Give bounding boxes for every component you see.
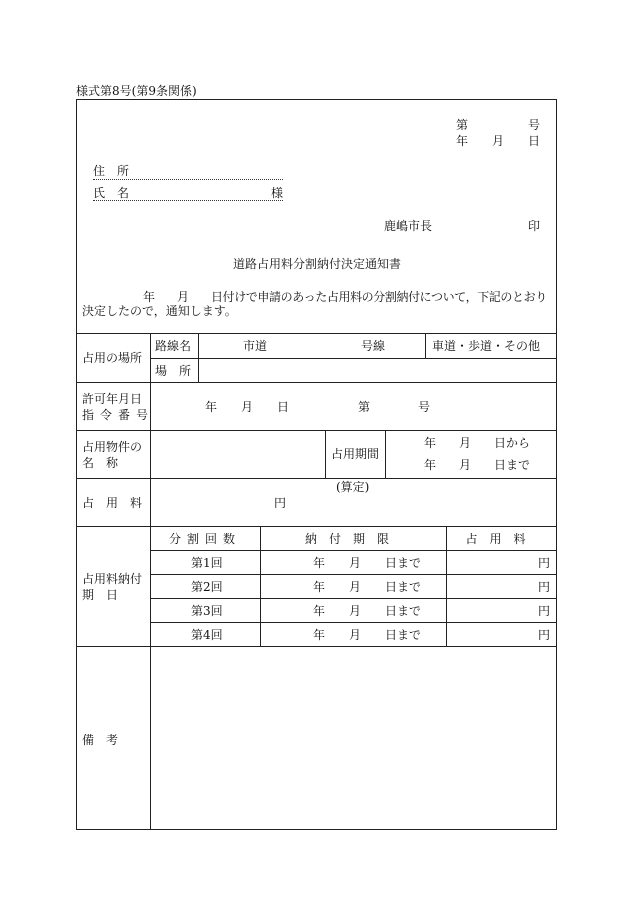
inst-row-yen: 円	[538, 604, 551, 618]
name-dotted-line	[93, 200, 283, 201]
period-to-day: 日まで	[494, 458, 531, 472]
honorific-sama: 様	[271, 186, 284, 200]
rule-place-subcol	[198, 333, 199, 382]
date-month: 月	[492, 134, 505, 148]
rule-remarks-top	[76, 646, 557, 647]
rule-fee-top	[76, 478, 557, 479]
body-line2: 決定したので，通知します。	[82, 304, 237, 318]
period-from-month: 月	[459, 436, 472, 450]
permit-month: 月	[241, 400, 254, 414]
period-from-year: 年	[424, 436, 437, 450]
period-to-month: 月	[459, 458, 472, 472]
object-label-line2: 名 称	[82, 456, 119, 470]
road-kind-text: 車道・歩道・その他	[432, 339, 541, 353]
rule-object-top	[76, 430, 557, 431]
inst-row-month: 月	[349, 604, 362, 618]
place-label: 占用の場所	[82, 351, 143, 365]
rule-permit-top	[76, 382, 557, 383]
rule-installments-top	[76, 526, 557, 527]
permit-day: 日	[277, 400, 290, 414]
period-label: 占用期間	[331, 447, 380, 461]
inst-row-day: 日まで	[385, 556, 422, 570]
location-label: 場 所	[155, 364, 192, 378]
inst-row-year: 年	[313, 628, 326, 642]
inst-row-no: 第4回	[191, 628, 223, 642]
inst-row-year: 年	[313, 556, 326, 570]
inst-row-no: 第3回	[191, 604, 223, 618]
rule-place-mid	[150, 358, 557, 359]
rule-road-kind	[425, 333, 426, 358]
rule-inst-row2	[150, 598, 557, 599]
period-from-day: 日から	[494, 436, 531, 450]
inst-header-fee: 占用料	[465, 532, 538, 546]
inst-row-year: 年	[313, 580, 326, 594]
form-label: 様式第8号(第9条関係)	[76, 84, 197, 98]
inst-row-no: 第1回	[191, 556, 223, 570]
date-day: 日	[528, 134, 541, 148]
inst-row-day: 日まで	[385, 628, 422, 642]
fee-estimate-note: (算定)	[336, 480, 370, 494]
period-to-year: 年	[424, 458, 437, 472]
rule-inst-header	[150, 550, 557, 551]
body-line1: 日付けで申請のあった占用料の分割納付について，下記のとおり	[211, 290, 547, 304]
inst-row-no: 第2回	[191, 580, 223, 594]
object-label-line1: 占用物件の	[82, 440, 143, 454]
permit-label-line1: 許可年月日	[82, 392, 143, 406]
date-year: 年	[456, 134, 469, 148]
rule-object-period	[325, 430, 326, 478]
installments-label-line2: 期 日	[82, 588, 119, 602]
permit-go: 号	[418, 400, 431, 414]
inst-row-day: 日まで	[385, 580, 422, 594]
rule-inst-row3	[150, 622, 557, 623]
inst-row-day: 日まで	[385, 604, 422, 618]
document-title: 道路占用料分割納付決定通知書	[233, 257, 402, 271]
rule-inst-row1	[150, 574, 557, 575]
route-name-label: 路線名	[155, 339, 192, 353]
name-label: 氏 名	[93, 186, 130, 200]
permit-label-line2: 指令番号	[82, 408, 155, 422]
route-no-text: 号線	[361, 339, 386, 353]
number-go: 号	[528, 118, 541, 132]
inst-header-count: 分割回数	[168, 532, 241, 546]
inst-row-month: 月	[349, 556, 362, 570]
rule-table-top	[76, 333, 557, 334]
body-month: 月	[177, 290, 190, 304]
permit-year: 年	[205, 400, 218, 414]
inst-row-yen: 円	[538, 556, 551, 570]
installments-label-line1: 占用料納付	[82, 572, 143, 586]
permit-dai: 第	[358, 400, 371, 414]
address-label: 住 所	[93, 164, 130, 178]
inst-header-deadline: 納付期限	[304, 532, 401, 546]
remarks-label: 備 考	[82, 733, 119, 747]
inst-row-month: 月	[349, 580, 362, 594]
city-road-text: 市道	[243, 339, 268, 353]
inst-row-year: 年	[313, 604, 326, 618]
inst-row-yen: 円	[538, 580, 551, 594]
inst-row-month: 月	[349, 628, 362, 642]
inst-row-yen: 円	[538, 628, 551, 642]
fee-yen: 円	[274, 496, 287, 510]
fee-label: 占用料	[82, 496, 155, 510]
address-dotted-line	[93, 179, 283, 180]
number-dai: 第	[456, 118, 469, 132]
issuer-name: 鹿嶋市長	[384, 219, 433, 233]
form-frame	[76, 99, 557, 830]
rule-period-dates	[385, 430, 386, 478]
seal-mark: 印	[528, 219, 541, 233]
body-year: 年	[143, 290, 156, 304]
